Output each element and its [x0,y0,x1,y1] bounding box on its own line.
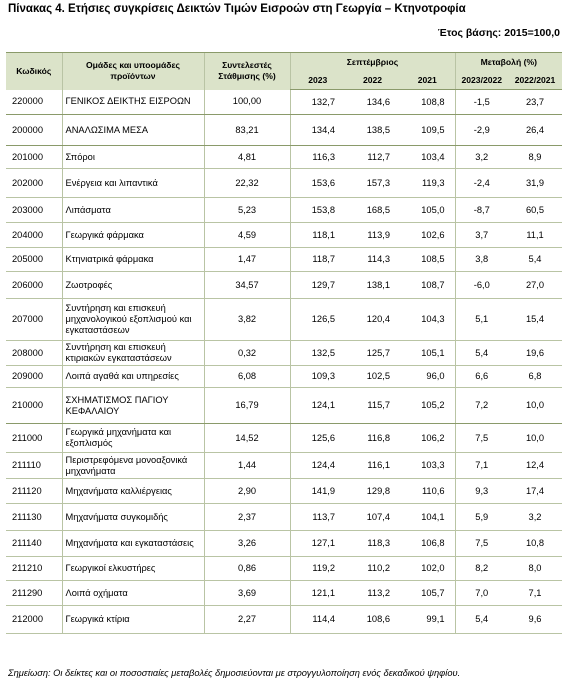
row-change-2022-2021: 8,9 [508,146,562,169]
row-index-2021: 105,1 [400,341,455,366]
row-code: 201000 [6,146,62,169]
table-title: Πίνακας 4. Ετήσιες συγκρίσεις Δεικτών Τιμών Εισροών στη Γεωργία – Κτηνοτροφία [8,3,466,15]
row-index-2022: 134,6 [345,90,400,115]
row-name: Σπόροι [62,146,204,169]
row-index-2023: 118,1 [290,223,345,248]
header-2021: 2021 [400,72,455,90]
row-name: Γεωργικοί ελκυστήρες [62,557,204,581]
row-index-2023: 118,7 [290,248,345,272]
row-change-2022-2021: 8,0 [508,557,562,581]
header-weight: Συντελεστές Στάθμισης (%) [204,53,290,90]
row-change-2022-2021: 19,6 [508,341,562,366]
row-change-2023-2022: 5,4 [455,606,508,634]
row-index-2021: 104,1 [400,504,455,531]
table-row [6,581,562,606]
row-name: ΑΝΑΛΩΣΙΜΑ ΜΕΣΑ [62,115,204,146]
row-index-2023: 116,3 [290,146,345,169]
row-name: ΓΕΝΙΚΟΣ ΔΕΙΚΤΗΣ ΕΙΣΡΟΩΝ [62,90,204,115]
table-row [6,453,562,479]
row-index-2023: 119,2 [290,557,345,581]
table-row [6,248,562,272]
row-index-2023: 114,4 [290,606,345,634]
row-change-2023-2022: 5,4 [455,341,508,366]
table-row [6,299,562,341]
base-year-label: Έτος βάσης: 2015=100,0 [437,27,560,39]
row-name: Συντήρηση και επισκευή κτιριακών εγκαταστάσεων [62,341,204,366]
row-code: 207000 [6,299,62,341]
row-change-2023-2022: 5,9 [455,504,508,531]
row-change-2023-2022: -8,7 [455,198,508,223]
row-index-2023: 129,7 [290,272,345,299]
row-code: 206000 [6,272,62,299]
row-weight: 6,08 [204,366,290,388]
header-change: Μεταβολή (%) [455,53,562,73]
row-index-2023: 126,5 [290,299,345,341]
row-weight: 5,23 [204,198,290,223]
row-index-2021: 102,0 [400,557,455,581]
row-weight: 1,47 [204,248,290,272]
table-row [6,366,562,388]
row-change-2023-2022: 7,1 [455,453,508,479]
row-index-2022: 114,3 [345,248,400,272]
row-weight: 2,27 [204,606,290,634]
table-row [6,341,562,366]
table-row [6,504,562,531]
row-weight: 83,21 [204,115,290,146]
row-index-2023: 124,1 [290,388,345,424]
row-change-2023-2022: 7,5 [455,424,508,453]
row-change-2022-2021: 15,4 [508,299,562,341]
row-code: 208000 [6,341,62,366]
row-index-2022: 118,3 [345,531,400,557]
row-code: 203000 [6,198,62,223]
row-index-2023: 153,6 [290,169,345,198]
row-index-2021: 108,7 [400,272,455,299]
row-index-2022: 138,5 [345,115,400,146]
row-name: ΣΧΗΜΑΤΙΣΜΟΣ ΠΑΓΙΟΥ ΚΕΦΑΛΑΙΟΥ [62,388,204,424]
table-row [6,388,562,424]
row-change-2023-2022: 3,2 [455,146,508,169]
row-name: Γεωργικά φάρμακα [62,223,204,248]
row-index-2023: 121,1 [290,581,345,606]
row-index-2022: 108,6 [345,606,400,634]
row-index-2022: 113,9 [345,223,400,248]
header-2023: 2023 [290,72,345,90]
row-change-2022-2021: 31,9 [508,169,562,198]
table-row [6,223,562,248]
row-weight: 3,69 [204,581,290,606]
row-index-2021: 110,6 [400,479,455,504]
row-name: Γεωργικά μηχανήματα και εξοπλισμός [62,424,204,453]
row-index-2021: 106,8 [400,531,455,557]
row-change-2022-2021: 6,8 [508,366,562,388]
row-name: Κτηνιατρικά φάρμακα [62,248,204,272]
row-name: Μηχανήματα συγκομιδής [62,504,204,531]
row-change-2022-2021: 7,1 [508,581,562,606]
row-code: 211290 [6,581,62,606]
table-row [6,557,562,581]
header-september: Σεπτέμβριος [290,53,455,73]
row-code: 209000 [6,366,62,388]
row-name: Ζωοτροφές [62,272,204,299]
row-index-2021: 103,4 [400,146,455,169]
row-name: Λοιπά οχήματα [62,581,204,606]
row-weight: 2,90 [204,479,290,504]
row-code: 212000 [6,606,62,634]
row-index-2023: 132,7 [290,90,345,115]
header-groups: Ομάδες και υποομάδες προϊόντων [62,53,204,90]
row-name: Μηχανήματα και εγκαταστάσεις [62,531,204,557]
row-weight: 4,81 [204,146,290,169]
row-change-2022-2021: 5,4 [508,248,562,272]
row-index-2022: 125,7 [345,341,400,366]
row-index-2021: 108,8 [400,90,455,115]
row-change-2023-2022: 3,8 [455,248,508,272]
table-row [6,115,562,146]
table-row [6,146,562,169]
header-2022: 2022 [345,72,400,90]
row-index-2022: 113,2 [345,581,400,606]
row-weight: 3,82 [204,299,290,341]
row-index-2022: 110,2 [345,557,400,581]
row-code: 211110 [6,453,62,479]
header-change-2022-2021: 2022/2021 [508,72,562,90]
row-index-2022: 112,7 [345,146,400,169]
row-change-2022-2021: 60,5 [508,198,562,223]
row-change-2022-2021: 9,6 [508,606,562,634]
row-name: Συντήρηση και επισκευή μηχανολογικού εξοπλισμού και εγκαταστάσεων [62,299,204,341]
row-weight: 0,86 [204,557,290,581]
footnote: Σημείωση: Οι δείκτες και οι ποσοστιαίες μεταβολές δημοσιεύονται με στρογγυλοποίηση ενός δεκαδικού ψηφίου. [8,668,461,678]
price-index-table [6,52,562,634]
row-change-2022-2021: 11,1 [508,223,562,248]
row-weight: 2,37 [204,504,290,531]
row-index-2023: 153,8 [290,198,345,223]
row-change-2023-2022: -2,9 [455,115,508,146]
row-index-2022: 168,5 [345,198,400,223]
row-change-2023-2022: 9,3 [455,479,508,504]
row-name: Λοιπά αγαθά και υπηρεσίες [62,366,204,388]
row-index-2022: 129,8 [345,479,400,504]
row-index-2021: 96,0 [400,366,455,388]
row-index-2021: 104,3 [400,299,455,341]
row-change-2022-2021: 27,0 [508,272,562,299]
row-index-2023: 109,3 [290,366,345,388]
row-code: 211000 [6,424,62,453]
row-weight: 100,00 [204,90,290,115]
row-weight: 34,57 [204,272,290,299]
row-weight: 16,79 [204,388,290,424]
row-index-2021: 99,1 [400,606,455,634]
row-name: Ενέργεια και λιπαντικά [62,169,204,198]
row-change-2022-2021: 26,4 [508,115,562,146]
table-row [6,531,562,557]
row-index-2021: 108,5 [400,248,455,272]
row-weight: 3,26 [204,531,290,557]
table-row [6,90,562,115]
row-index-2022: 138,1 [345,272,400,299]
row-name: Λιπάσματα [62,198,204,223]
row-code: 205000 [6,248,62,272]
row-index-2021: 105,2 [400,388,455,424]
row-weight: 1,44 [204,453,290,479]
row-index-2021: 109,5 [400,115,455,146]
row-index-2021: 106,2 [400,424,455,453]
row-change-2022-2021: 17,4 [508,479,562,504]
row-index-2023: 134,4 [290,115,345,146]
row-index-2021: 119,3 [400,169,455,198]
row-index-2022: 120,4 [345,299,400,341]
row-change-2022-2021: 3,2 [508,504,562,531]
row-code: 211130 [6,504,62,531]
table-header [6,53,562,90]
row-change-2022-2021: 10,0 [508,388,562,424]
row-index-2023: 113,7 [290,504,345,531]
row-index-2023: 132,5 [290,341,345,366]
row-change-2023-2022: 7,0 [455,581,508,606]
row-name: Μηχανήματα καλλιέργειας [62,479,204,504]
header-code: Κωδικός [6,53,62,90]
row-code: 210000 [6,388,62,424]
row-change-2023-2022: 6,6 [455,366,508,388]
table-row [6,606,562,634]
row-name: Γεωργικά κτίρια [62,606,204,634]
row-change-2023-2022: 5,1 [455,299,508,341]
row-change-2022-2021: 23,7 [508,90,562,115]
row-code: 202000 [6,169,62,198]
row-weight: 4,59 [204,223,290,248]
table-row [6,272,562,299]
row-code: 211140 [6,531,62,557]
row-index-2021: 105,7 [400,581,455,606]
row-change-2023-2022: -2,4 [455,169,508,198]
row-index-2022: 116,1 [345,453,400,479]
row-change-2023-2022: 7,5 [455,531,508,557]
row-index-2023: 127,1 [290,531,345,557]
row-change-2023-2022: 8,2 [455,557,508,581]
row-change-2022-2021: 10,0 [508,424,562,453]
row-change-2023-2022: -1,5 [455,90,508,115]
row-index-2023: 125,6 [290,424,345,453]
row-index-2023: 124,4 [290,453,345,479]
row-index-2021: 103,3 [400,453,455,479]
row-index-2022: 115,7 [345,388,400,424]
header-change-2023-2022: 2023/2022 [455,72,508,90]
row-index-2022: 157,3 [345,169,400,198]
row-weight: 0,32 [204,341,290,366]
row-index-2022: 116,8 [345,424,400,453]
row-index-2021: 105,0 [400,198,455,223]
table-row [6,479,562,504]
table-row [6,169,562,198]
row-weight: 14,52 [204,424,290,453]
row-index-2022: 102,5 [345,366,400,388]
row-change-2023-2022: 3,7 [455,223,508,248]
row-code: 211210 [6,557,62,581]
table-row [6,198,562,223]
row-weight: 22,32 [204,169,290,198]
row-index-2021: 102,6 [400,223,455,248]
row-index-2023: 141,9 [290,479,345,504]
row-code: 211120 [6,479,62,504]
row-index-2022: 107,4 [345,504,400,531]
row-change-2023-2022: 7,2 [455,388,508,424]
row-code: 220000 [6,90,62,115]
row-code: 200000 [6,115,62,146]
row-change-2022-2021: 10,8 [508,531,562,557]
table-row [6,424,562,453]
row-code: 204000 [6,223,62,248]
row-change-2022-2021: 12,4 [508,453,562,479]
row-name: Περιστρεφόμενα μονοαξονικά μηχανήματα [62,453,204,479]
table-body [6,90,562,634]
row-change-2023-2022: -6,0 [455,272,508,299]
